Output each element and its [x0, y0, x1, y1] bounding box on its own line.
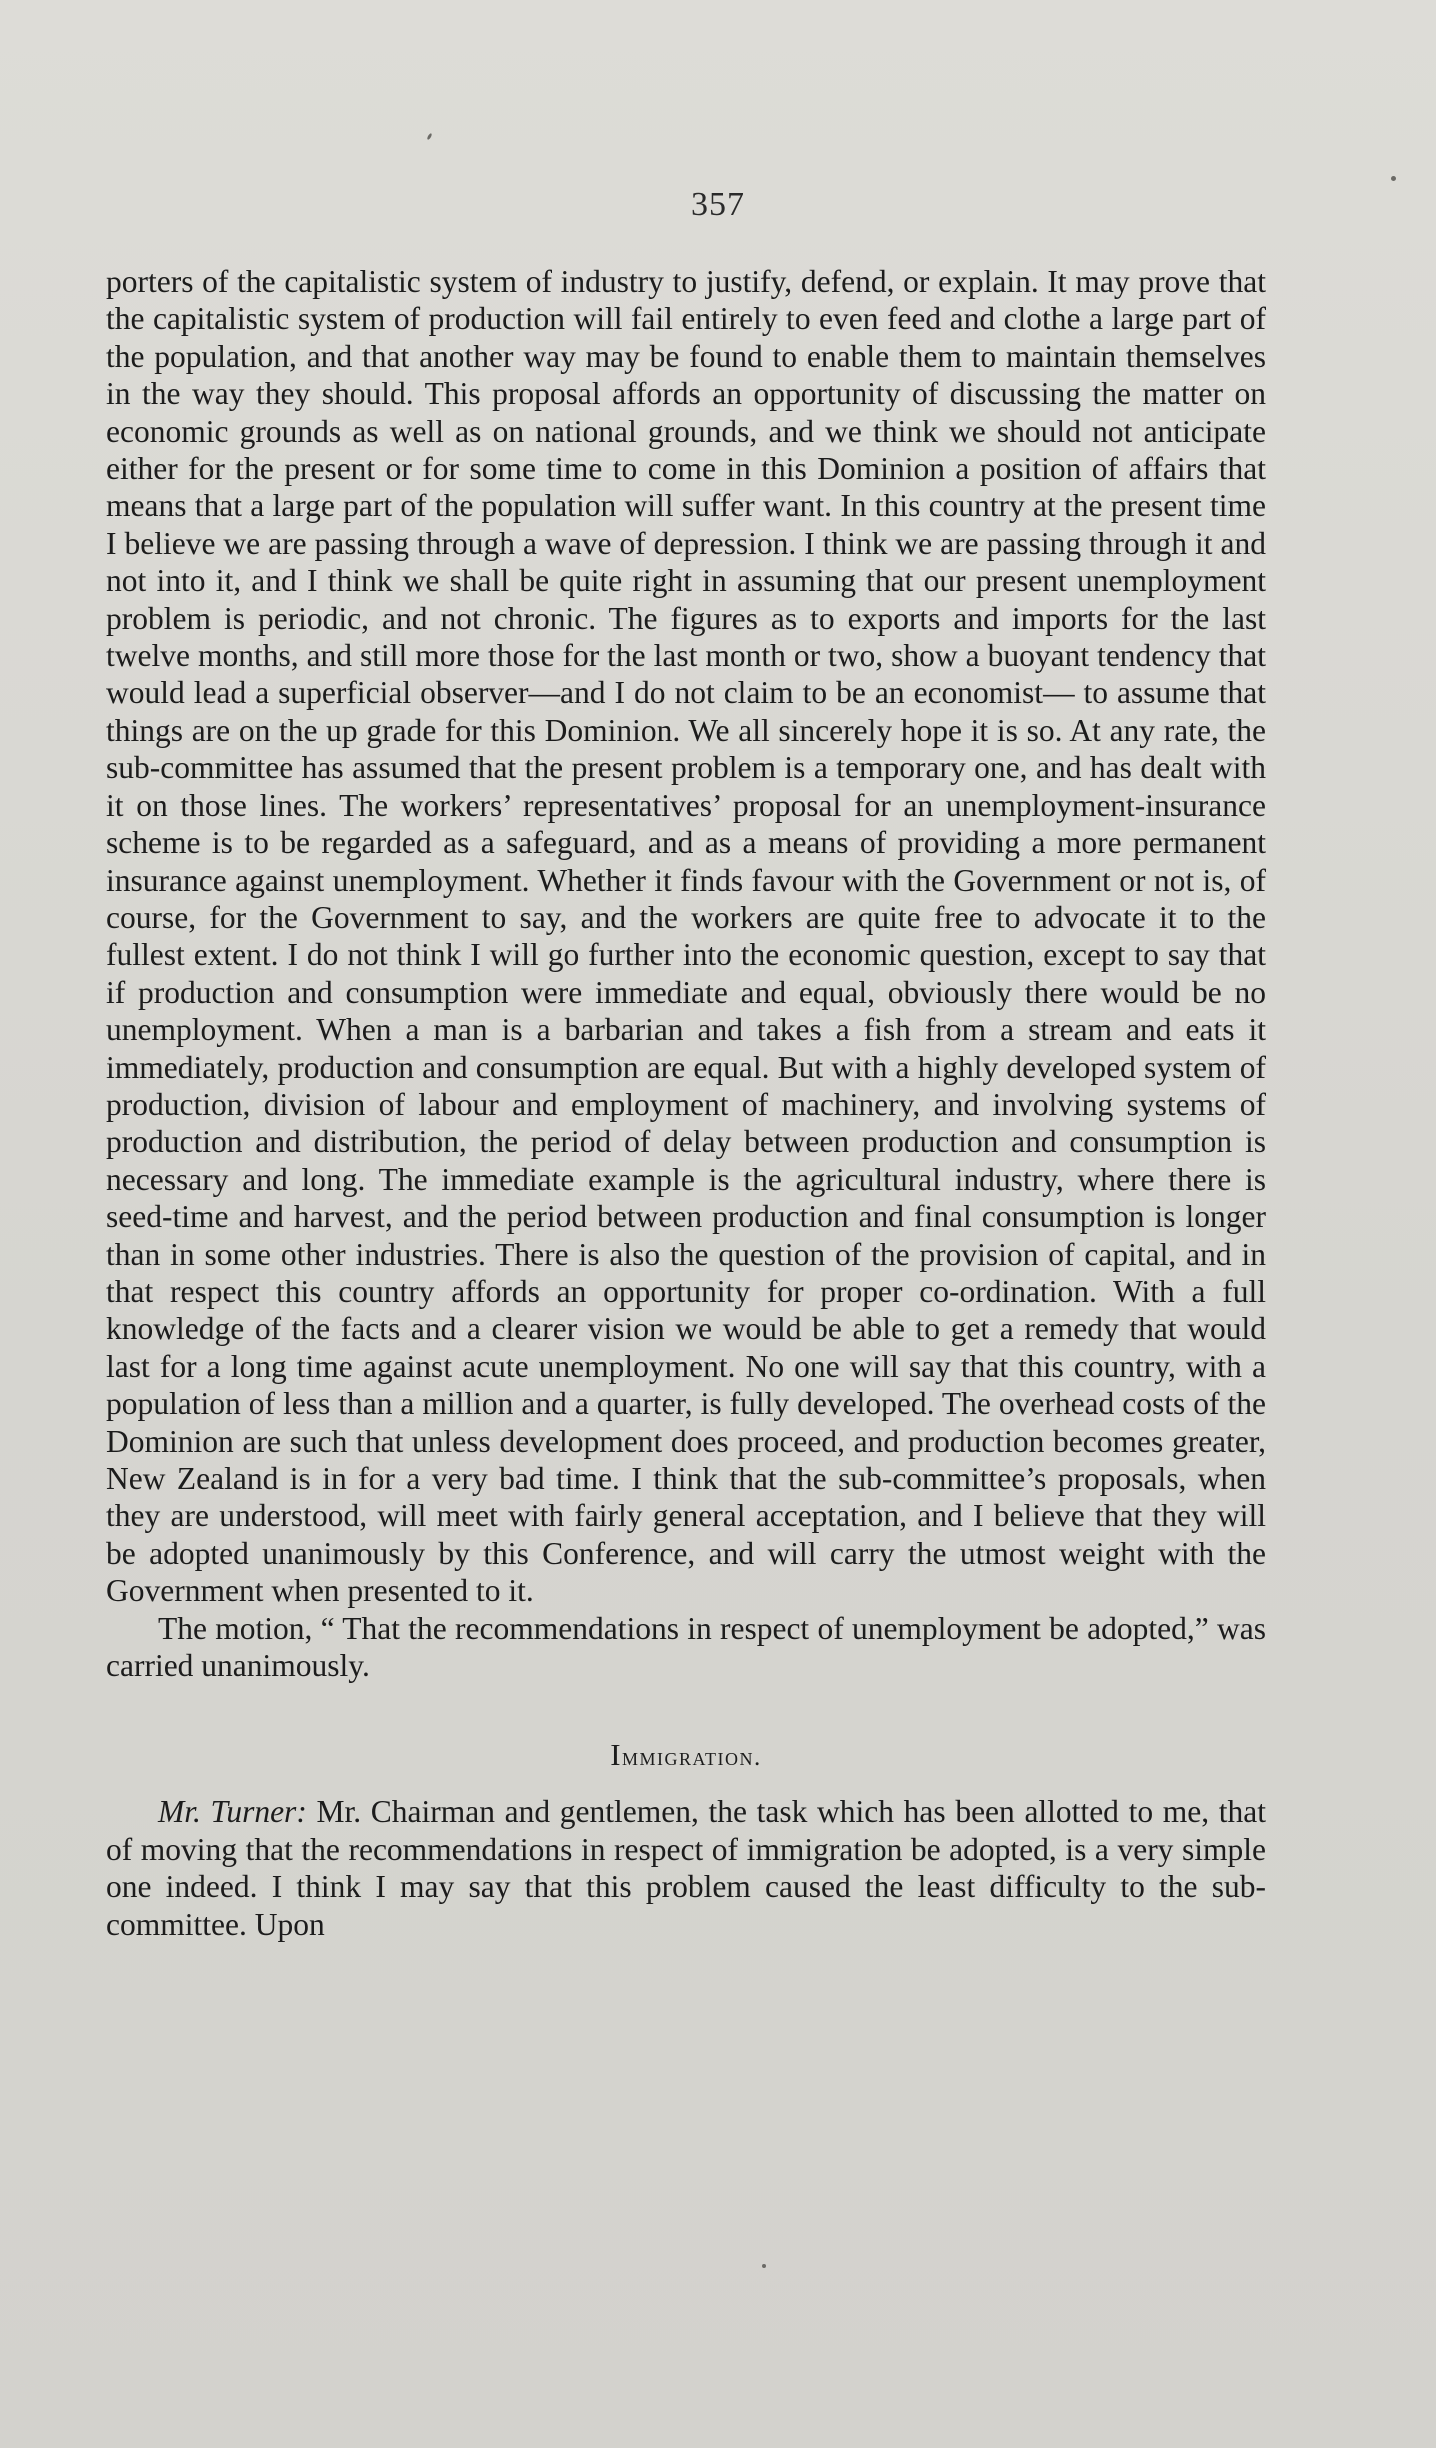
section-heading-initial: I — [610, 1737, 623, 1773]
paragraph-immigration-speech — [106, 1793, 1266, 1943]
paper-speck — [426, 133, 432, 141]
body-text — [106, 263, 1266, 1943]
paragraph-motion-result: The motion, “ That the recommendations in respect of unemployment be adopted,” was carried unanimously. — [106, 1610, 1266, 1684]
page-number: 357 — [691, 186, 745, 223]
section-heading-rest: mmigration. — [622, 1744, 762, 1772]
paper-speck — [1391, 176, 1396, 181]
paper-speck — [762, 2264, 766, 2268]
speaker-name: Mr. Turner: — [158, 1794, 307, 1830]
speech-text: Mr. Chairman and gentlemen, the task which has been allotted to me, that of moving that the recommendations in respect of immigration be adopted, is a very simple one indeed. I think I may say that this problem caused the least difficulty to the sub-committee. Upon — [106, 1794, 1266, 1942]
paragraph-unemployment-speech: porters of the capitalistic system of industry to justify, defend, or explain. It may prove that the capitalistic system of production will fail entirely to even feed and clothe a large part of the population, and that another way may be found to enable them to maintain themselves in the way they should. This proposal affords an opportunity of discussing the matter on economic grounds as well as on national grounds, and we think we should not anticipate either for the present or for some time to come in this Dominion a position of affairs that means that a large part of the population will suffer want. In this country at the present time I believe we are passing through a wave of depression. I think we are passing through it and not into it, and I think we shall be quite right in assuming that our present unemployment problem is periodic, and not chronic. The figures as to exports and imports for the last twelve months, and still more those for the last month or two, show a buoyant tendency that would lead a superficial observer—and I do not claim to be an economist— to assume that things are on the up grade for this Dominion. We all sincerely hope it is so. At any rate, the sub-committee has assumed that the present problem is a temporary one, and has dealt with it on those lines. The workers’ representatives’ proposal for an unemployment-insurance scheme is to be regarded as a safeguard, and as a means of providing a more permanent insurance against unemployment. Whether it finds favour with the Government or not is, of course, for the Government to say, and the workers are quite free to advocate it to the fullest extent. I do not think I will go further into the economic question, except to say that if production and consumption were immediate and equal, obviously there would be no unemployment. When a man is a barbarian and takes a fish from a stream and eats it immediately, production and consumption are equal. But with a highly developed system of production, division of labour and employment of machinery, and involving systems of production and distribution, the period of delay between production and consumption is necessary and long. The immediate example is the agricultural industry, where there is seed-time and harvest, and the period between production and final consumption is longer than in some other industries. There is also the question of the provision of capital, and in that respect this country affords an opportunity for proper co-ordination. With a full knowledge of the facts and a clearer vision we would be able to get a remedy that would last for a long time against acute unemployment. No one will say that this country, with a population of less than a million and a quarter, is fully developed. The overhead costs of the Dominion are such that unless development does proceed, and production becomes greater, New Zealand is in for a very bad time. I think that the sub-committee’s proposals, when they are understood, will meet with fairly general acceptation, and I believe that they will be adopted unanimously by this Conference, and will carry the utmost weight with the Government when presented to it. — [106, 264, 1266, 1609]
section-heading-immigration — [106, 1736, 1266, 1776]
